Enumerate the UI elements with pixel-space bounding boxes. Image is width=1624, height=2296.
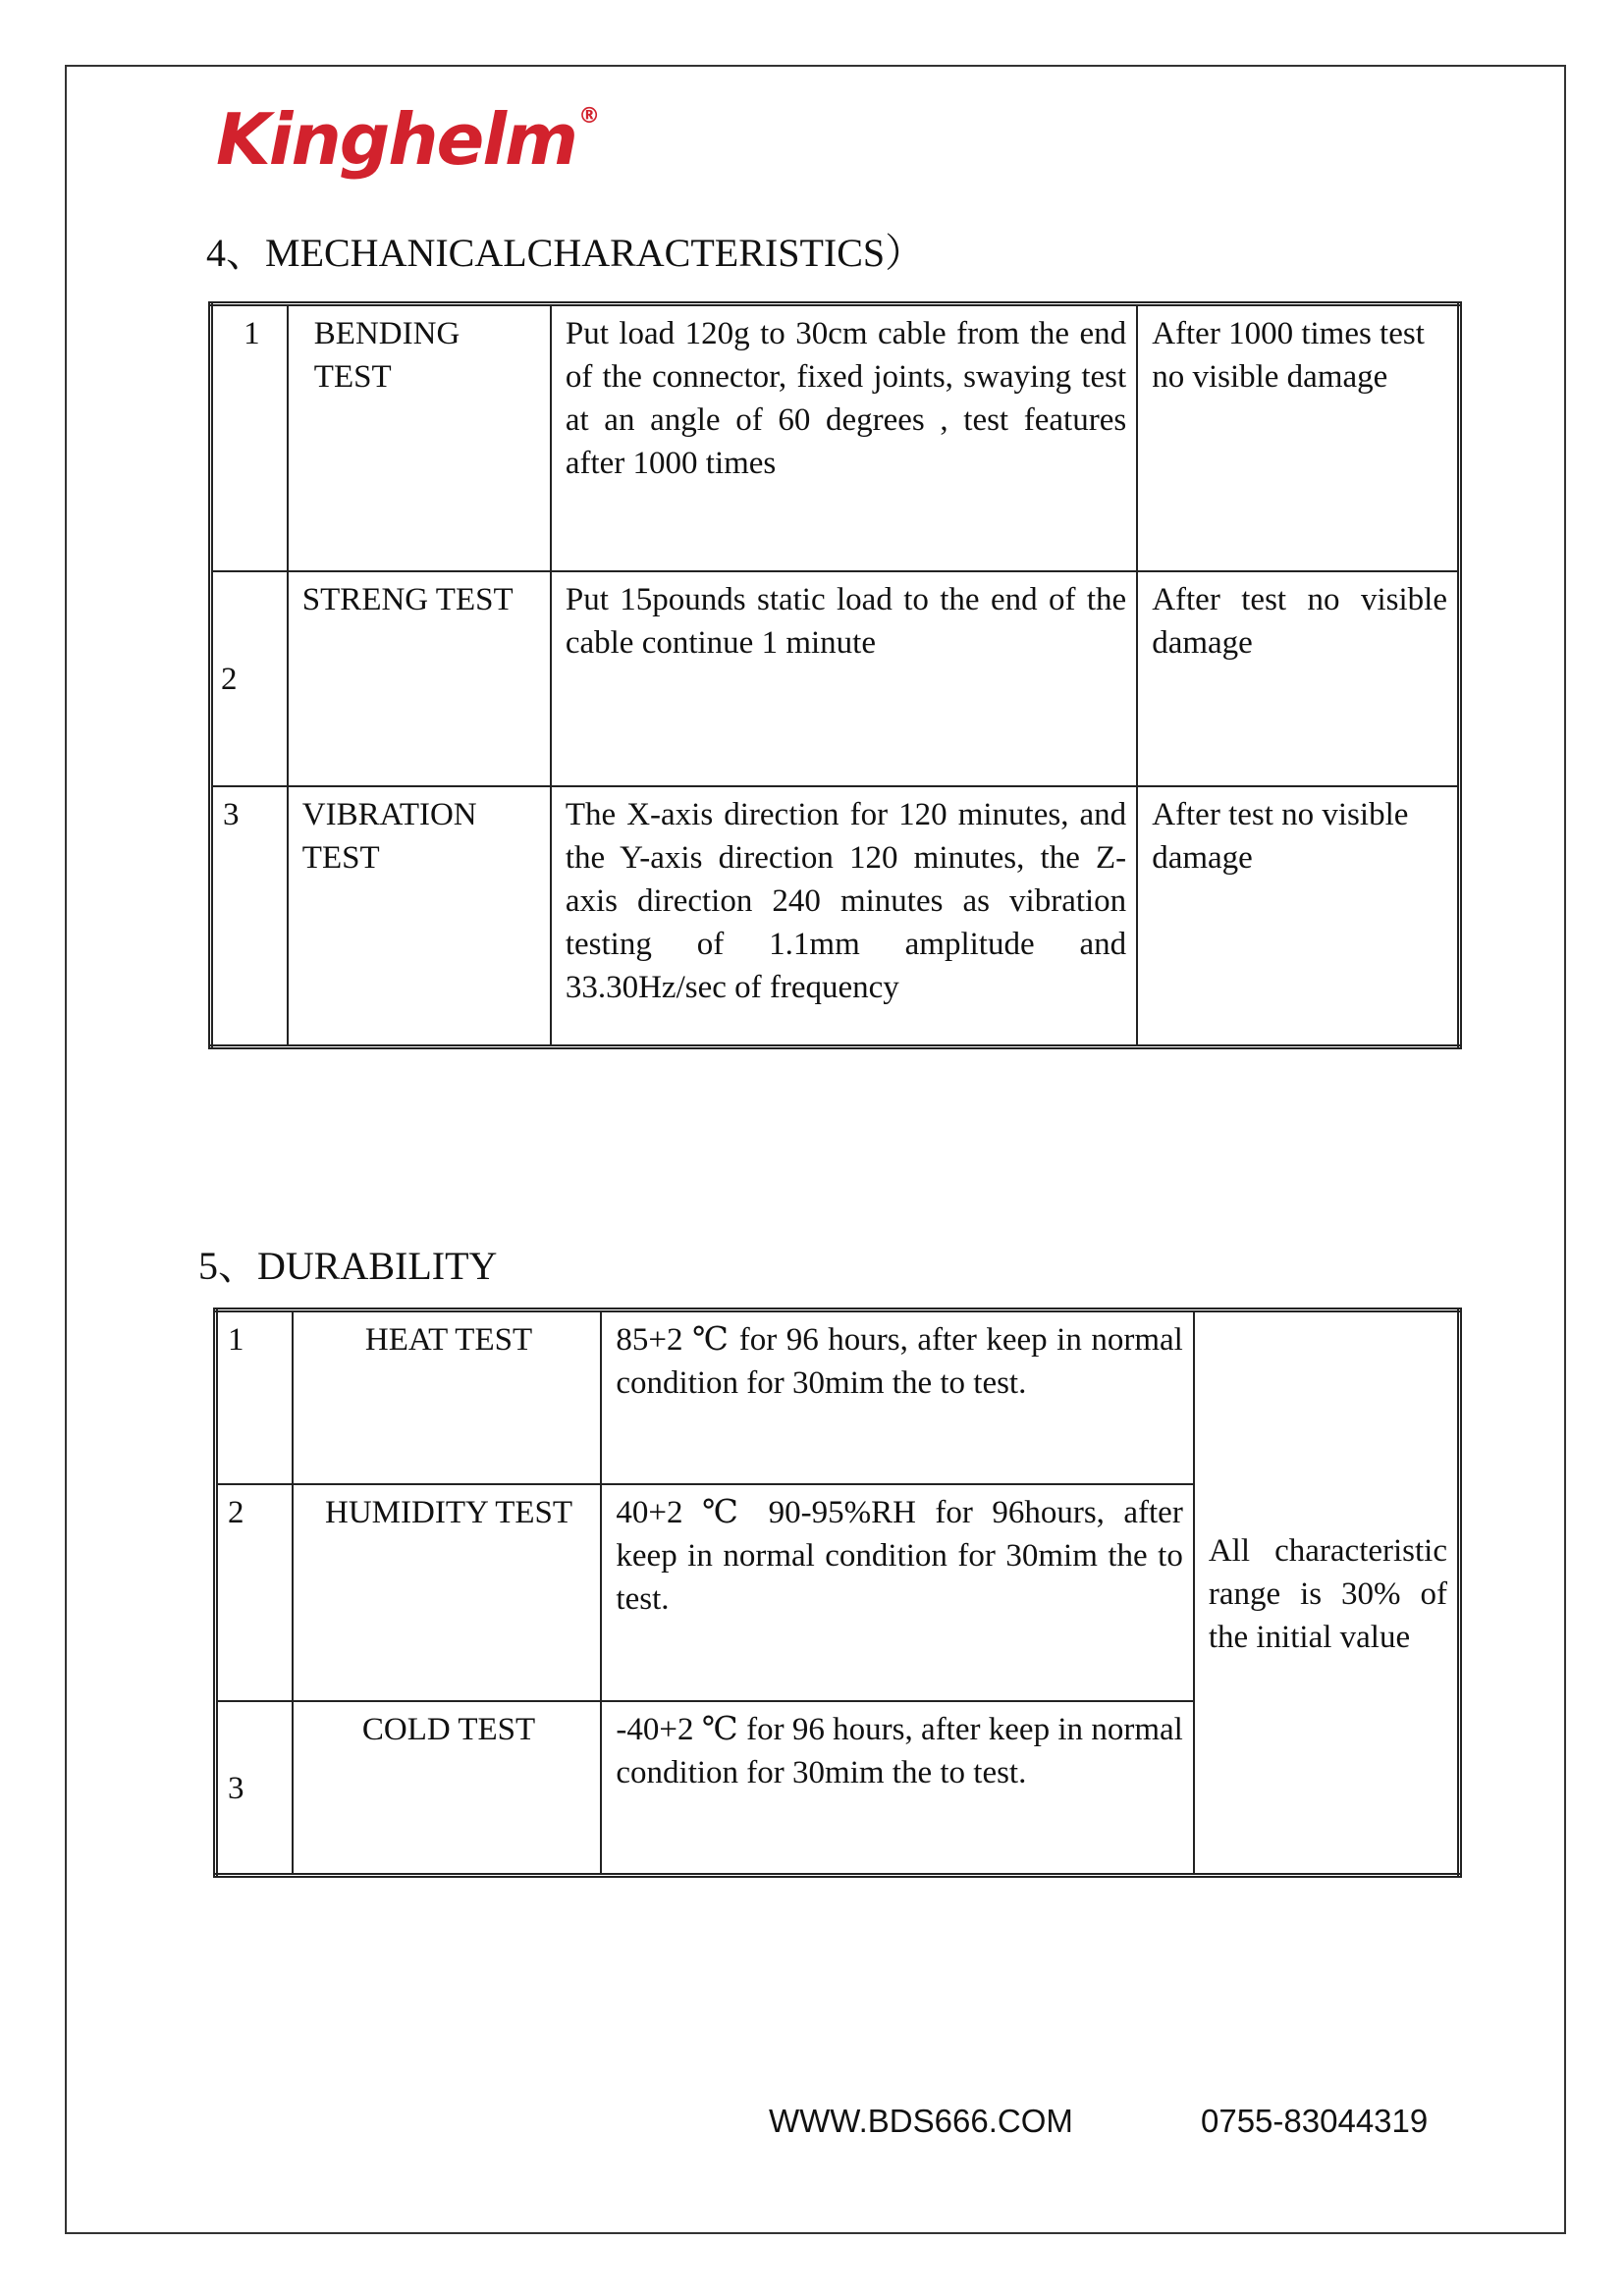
registered-mark: ® [578,104,599,129]
table-row [216,1310,1460,1484]
test-method: 85+2 ℃ for 96 hours, after keep in normal condition for 30mim the to test. [601,1310,1193,1484]
row-number: 1 [216,1310,293,1484]
mechanical-characteristics-table [208,301,1462,1049]
test-name: HEAT TEST [293,1310,602,1484]
test-result: After test no visible damage [1137,571,1459,786]
test-method: Put 15pounds static load to the end of the cable continue 1 minute [551,571,1137,786]
test-name: VIBRATION TEST [288,786,551,1047]
section-4-heading: 4、MECHANICALCHARACTERISTICS） [206,231,925,275]
durability-table [213,1308,1462,1878]
footer-phone: 0755-83044319 [1201,2103,1429,2139]
test-name: STRENG TEST [288,571,551,786]
test-method: 40+2 ℃ 90-95%RH for 96hours, after keep in normal condition for 30mim the to test. [601,1484,1193,1701]
footer-website: WWW.BDS666.COM [769,2103,1073,2139]
test-method: Put load 120g to 30cm cable from the end of the connector, fixed joints, swaying test at an angle of 60 degrees , test features after 1000 times [551,304,1137,571]
table-row [211,304,1460,571]
test-result: After 1000 times test no visible damage [1137,304,1459,571]
kinghelm-logo [216,98,599,181]
row-number: 2 [216,1484,293,1701]
logo-text: Kinghelm [216,98,577,181]
test-result: All characteristic range is 30% of the initial value [1194,1310,1460,1876]
row-number: 1 [211,304,288,571]
section-5-heading: 5、DURABILITY [198,1244,498,1288]
test-name: HUMIDITY TEST [293,1484,602,1701]
test-method: The X-axis direction for 120 minutes, and the Y-axis direction 120 minutes, the Z-axis direction 240 minutes as vibration testing of 1.1mm amplitude and 33.30Hz/sec of frequency [551,786,1137,1047]
table-row [211,571,1460,786]
test-name: BENDING TEST [288,304,551,571]
row-number: 2 [211,571,288,786]
table-row [211,786,1460,1047]
test-name: COLD TEST [293,1701,602,1876]
test-method: -40+2 ℃ for 96 hours, after keep in normal condition for 30mim the to test. [601,1701,1193,1876]
row-number: 3 [211,786,288,1047]
test-result: After test no visible damage [1137,786,1459,1047]
row-number: 3 [216,1701,293,1876]
